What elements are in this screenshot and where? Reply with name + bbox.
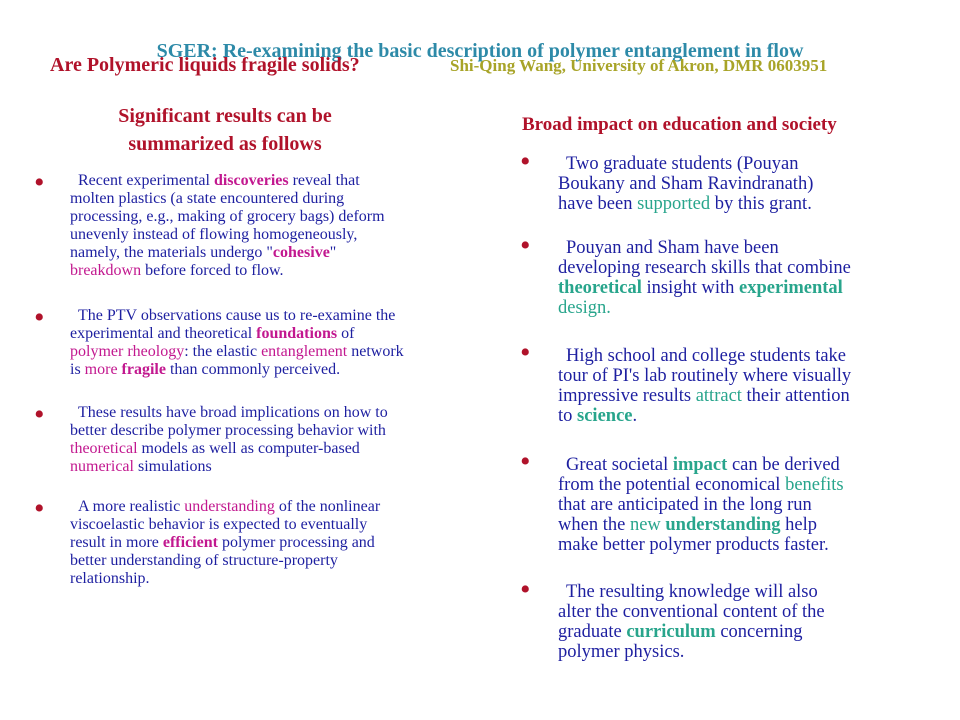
text-span: reveal that <box>288 172 360 189</box>
right-bullet-5 <box>558 582 938 662</box>
text-span: understanding <box>184 498 275 515</box>
text-span: result in more <box>70 534 163 551</box>
text-span: models as well as computer-based <box>137 440 360 457</box>
text-span: cohesive <box>272 244 330 261</box>
bullet-dot: • <box>520 573 531 606</box>
slide-subtitle: Are Polymeric liquids fragile solids? <box>50 54 360 76</box>
text-span: impact <box>672 455 728 475</box>
text-span: theoretical <box>70 440 138 457</box>
text-span: from the potential economical <box>558 475 786 495</box>
text-span: Significant results can be <box>118 105 332 127</box>
left-bullet-4 <box>70 498 490 588</box>
text-span: of <box>337 325 355 342</box>
text-span: Recent experimental <box>78 172 214 189</box>
right-bullet-2 <box>558 238 938 318</box>
text-span: better describe polymer processing behavior with <box>70 422 386 439</box>
text-span: : the elastic <box>184 343 262 360</box>
text-span: better understanding of structure-property <box>70 552 338 569</box>
text-span: polymer rheology <box>70 343 185 360</box>
text-span: is <box>70 361 85 378</box>
text-span: " <box>329 244 337 261</box>
text-span: Two graduate students (Pouyan <box>566 154 799 174</box>
text-span: to <box>558 406 578 426</box>
text-span: of the nonlinear <box>274 498 381 515</box>
left-bullet-1 <box>70 172 490 280</box>
text-span: concerning <box>715 622 803 642</box>
text-span: supported <box>637 194 711 214</box>
left-bullet-3 <box>70 404 490 476</box>
text-span: unevenly instead of flowing homogeneously, <box>70 226 358 243</box>
bullet-dot: • <box>520 336 531 369</box>
text-span: relationship. <box>70 570 150 587</box>
text-span: Pouyan and Sham have been <box>566 238 779 258</box>
text-span: processing, e.g., making of grocery bags) deform <box>70 208 385 225</box>
text-span: fragile <box>121 361 166 378</box>
text-span: efficient <box>162 534 218 551</box>
text-span: impressive results <box>558 386 696 406</box>
text-span: Great societal <box>566 455 673 475</box>
text-span: attract <box>695 386 742 406</box>
text-span: before forced to flow. <box>141 262 284 279</box>
author-line: Shi-Qing Wang, University of Akron, DMR 0603951 <box>450 56 828 75</box>
text-span: molten plastics (a state encountered during <box>70 190 345 207</box>
text-span: polymer physics. <box>558 642 685 662</box>
text-span: when the <box>558 515 630 535</box>
text-span: numerical <box>70 458 134 475</box>
bullet-dot: • <box>34 398 45 431</box>
text-span: tour of PI's lab routinely where visually <box>558 366 852 386</box>
text-span: network <box>347 343 404 360</box>
text-span: summarized as follows <box>128 133 322 155</box>
text-span: graduate <box>558 622 627 642</box>
left-column-heading <box>60 102 390 158</box>
text-span: These results have broad implications on how to <box>78 404 388 421</box>
bullet-dot: • <box>520 445 531 478</box>
bullet-dot: • <box>520 145 531 178</box>
text-span: new <box>629 515 661 535</box>
text-span: by this grant. <box>710 194 812 214</box>
text-span: benefits <box>785 475 844 495</box>
text-span: discoveries <box>213 172 289 189</box>
slide-title: SGER: Re-examining the basic description of polymer entanglement in flow <box>156 40 804 62</box>
text-span: developing research skills that combine <box>558 258 851 278</box>
text-span: theoretical <box>558 278 642 298</box>
text-span: experimental and theoretical <box>70 325 257 342</box>
text-span: Boukany and Sham Ravindranath) <box>558 174 814 194</box>
bullet-dot: • <box>34 301 45 334</box>
text-span: that are anticipated in the long run <box>558 495 812 515</box>
text-span: simulations <box>133 458 212 475</box>
text-span: namely, the materials undergo " <box>70 244 273 261</box>
bullet-dot: • <box>34 492 45 525</box>
text-span: The resulting knowledge will also <box>566 582 818 602</box>
left-bullet-2 <box>70 307 490 379</box>
text-span: experimental <box>739 278 843 298</box>
text-span: curriculum <box>626 622 716 642</box>
text-span: more <box>84 361 118 378</box>
text-span: than commonly perceived. <box>165 361 341 378</box>
right-bullet-3 <box>558 346 938 426</box>
text-span: entanglement <box>261 343 348 360</box>
text-span: alter the conventional content of the <box>558 602 825 622</box>
right-bullet-4 <box>558 455 938 555</box>
bullet-dot: • <box>520 229 531 262</box>
bullet-dot: • <box>34 166 45 199</box>
text-span: . <box>632 406 638 426</box>
text-span: foundations <box>256 325 338 342</box>
text-span: their attention <box>741 386 850 406</box>
text-span: science <box>577 406 633 426</box>
text-span: can be derived <box>727 455 840 475</box>
text-span: design. <box>558 298 611 318</box>
text-span: A more realistic <box>78 498 185 515</box>
text-span: High school and college students take <box>566 346 847 366</box>
text-span: help <box>780 515 818 535</box>
right-column-heading: Broad impact on education and society <box>522 114 837 135</box>
text-span: make better polymer products faster. <box>558 535 829 555</box>
right-bullet-1 <box>558 154 938 214</box>
text-span: polymer processing and <box>217 534 375 551</box>
text-span: The PTV observations cause us to re-examine the <box>78 307 396 324</box>
text-span: have been <box>558 194 638 214</box>
text-span: insight with <box>641 278 740 298</box>
text-span: viscoelastic behavior is expected to eventually <box>70 516 368 533</box>
text-span: understanding <box>665 515 781 535</box>
text-span: breakdown <box>70 262 142 279</box>
